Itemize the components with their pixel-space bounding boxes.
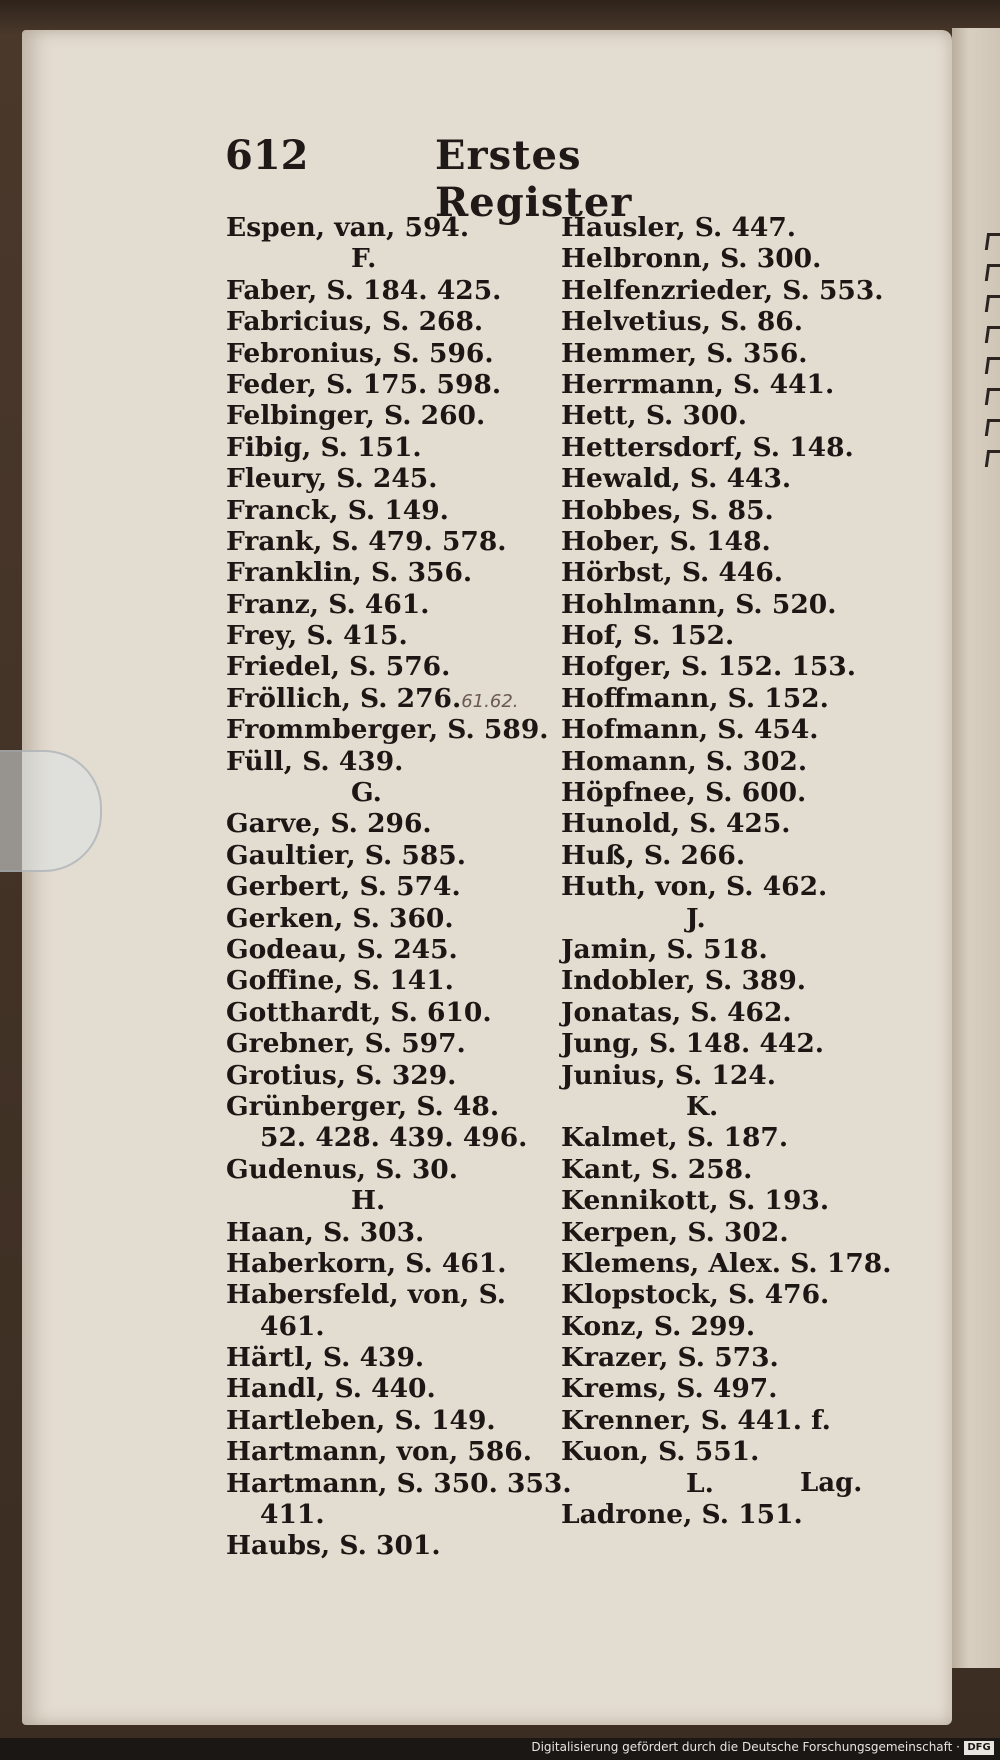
index-entry [226,275,566,306]
entry-text: Krems, S. 497. [561,1373,778,1405]
index-entry [226,1436,566,1467]
entry-text: Felbinger, S. 260. [226,400,486,432]
entry-text: Kuon, S. 551. [561,1436,760,1468]
index-entry [561,338,901,369]
index-entry [561,212,901,243]
index-entry [226,1217,566,1248]
index-entry [226,997,566,1028]
entry-text: Grotius, S. 329. [226,1059,457,1091]
index-entry [226,212,566,243]
index-entry [561,1217,901,1248]
page-number: 612 [225,132,309,179]
section-letter [561,903,901,934]
index-entry [561,651,901,682]
entry-text: G. [351,777,382,809]
entry-text: L. [686,1467,714,1499]
entry-text: Füll, S. 439. [226,745,404,777]
entry-text: Fleury, S. 245. [226,463,438,495]
entry-text: Hofger, S. 152. 153. [561,651,856,683]
index-entry [561,1311,901,1342]
index-entry [226,871,566,902]
entry-text: Feder, S. 175. 598. [226,368,502,400]
index-entry [226,1467,572,1499]
entry-text: 461. [260,1310,325,1342]
entry-text: Hörbst, S. 446. [561,557,784,589]
entry-text: Hausler, S. 447. [561,212,796,243]
entry-text: F. [351,243,377,275]
entry-text: Franz, S. 461. [226,588,430,620]
index-entry [561,1185,901,1216]
index-entry [561,1342,901,1373]
index-entry [561,1373,901,1404]
entry-text: Helfenzrieder, S. 553. [561,274,884,306]
entry-text: J. [686,902,706,934]
catchword: Lag. [800,1468,863,1498]
entry-text: Homann, S. 302. [561,745,808,777]
index-entry [226,683,566,714]
entry-text: Helbronn, S. 300. [561,243,822,275]
section-letter [226,243,566,274]
index-entry [561,1122,901,1153]
entry-text: Helvetius, S. 86. [561,306,803,338]
index-entry [226,1530,566,1561]
entry-text: Fibig, S. 151. [226,431,422,463]
index-entry [226,400,566,431]
entry-text: Härtl, S. 439. [226,1342,425,1374]
index-entry [561,400,901,431]
running-title: Erstes Register [435,132,633,226]
index-entry [226,495,566,526]
entry-text: Hoffmann, S. 152. [561,682,829,714]
index-entry [561,746,901,777]
index-entry [226,746,566,777]
entry-text: Handl, S. 440. [226,1373,436,1405]
index-column-left [226,212,572,1562]
entry-text: Hohlmann, S. 520. [561,588,837,620]
index-entry [226,526,566,557]
entry-text: Herrmann, S. 441. [561,368,835,400]
page-header [220,132,700,226]
entry-text: Kerpen, S. 302. [561,1216,789,1248]
section-letter [226,1185,566,1216]
entry-text: 411. [260,1499,325,1531]
index-entry [561,275,901,306]
entry-text: Krenner, S. 441. f. [561,1404,831,1436]
index-entry [226,1405,566,1436]
entry-text: Goffine, S. 141. [226,965,454,997]
index-entry [226,1122,566,1153]
section-letter [561,1091,901,1122]
index-entry [561,1028,901,1059]
entry-text: Huth, von, S. 462. [561,871,828,903]
index-entry [561,683,901,714]
entry-text: Hobbes, S. 85. [561,494,774,526]
index-entry [561,1154,901,1185]
entry-text: Febronius, S. 596. [226,337,494,369]
entry-text: Klemens, Alex. S. 178. [561,1247,892,1279]
entry-text: Espen, van, 594. [226,212,470,243]
index-entry [561,1436,901,1467]
entry-text: Gudenus, S. 30. [226,1153,458,1185]
entry-text: Junius, S. 124. [561,1059,776,1091]
entry-text: Konz, S. 299. [561,1310,756,1342]
entry-text: Grebner, S. 597. [226,1028,466,1060]
index-entry [226,1311,566,1342]
index-entry [226,1060,566,1091]
index-entry [226,1028,566,1059]
index-entry [561,934,901,965]
index-entry [561,871,901,902]
index-entry [561,1060,901,1091]
index-entry [561,1405,901,1436]
entry-text: Grünberger, S. 48. [226,1090,500,1122]
index-entry [226,369,566,400]
index-entry [561,840,901,871]
entry-text: Hunold, S. 425. [561,808,791,840]
entry-text: Frank, S. 479. 578. [226,525,507,557]
index-entry [561,463,901,494]
entry-text: Garve, S. 296. [226,808,432,840]
entry-text: Frey, S. 415. [226,620,408,652]
entry-text: K. [686,1090,719,1122]
entry-text: Fröllich, S. 276. [226,682,462,714]
entry-text: Friedel, S. 576. [226,651,451,683]
entry-text: Hober, S. 148. [561,525,771,557]
index-entry [226,620,566,651]
index-entry [226,903,566,934]
entry-text: Hettersdorf, S. 148. [561,431,854,463]
index-entry [226,1154,566,1185]
entry-text: Höpfnee, S. 600. [561,777,807,809]
index-entry [226,934,566,965]
entry-text: Kennikott, S. 193. [561,1185,830,1217]
index-entry [561,965,901,996]
index-entry [561,1248,901,1279]
entry-text: Ladrone, S. 151. [561,1499,803,1531]
index-entry [226,463,566,494]
index-entry [226,1342,566,1373]
entry-text: Hofmann, S. 454. [561,714,819,746]
handwritten-note: 61.62. [461,690,519,712]
index-entry [226,1373,566,1404]
index-entry [226,1091,566,1122]
entry-text: Franklin, S. 356. [226,557,473,589]
index-entry [226,1499,566,1530]
index-entry [226,338,566,369]
entry-text: 52. 428. 439. 496. [260,1122,528,1154]
entry-text: Hewald, S. 443. [561,463,792,495]
entry-text: Franck, S. 149. [226,494,449,526]
entry-text: Godeau, S. 245. [226,933,458,965]
entry-text: Hartleben, S. 149. [226,1404,496,1436]
dfg-logo: DFG [964,1741,994,1755]
index-entry [561,997,901,1028]
index-entry [561,1279,901,1310]
index-column-right [561,212,901,1530]
entry-text: Jung, S. 148. 442. [561,1028,825,1060]
entry-text: Hemmer, S. 356. [561,337,808,369]
entry-text: Fabricius, S. 268. [226,306,484,338]
entry-text: Indobler, S. 389. [561,965,806,997]
entry-text: Kalmet, S. 187. [561,1122,789,1154]
entry-text: Jonatas, S. 462. [561,996,792,1028]
index-entry [226,840,566,871]
entry-text: Haubs, S. 301. [226,1530,441,1562]
index-entry [226,589,566,620]
index-entry [561,306,901,337]
entry-text: Haberkorn, S. 461. [226,1247,507,1279]
entry-text: Jamin, S. 518. [561,933,768,965]
entry-text: Gerbert, S. 574. [226,871,461,903]
entry-text: Hartmann, von, 586. [226,1436,532,1468]
entry-text: Hof, S. 152. [561,620,735,652]
index-entry [226,714,566,745]
index-entry [226,432,566,463]
index-entry [561,808,901,839]
index-entry [561,369,901,400]
index-entry [226,965,566,996]
section-letter [226,777,566,808]
index-entry [561,526,901,557]
index-entry [561,589,901,620]
entry-text: Huß, S. 266. [561,839,746,871]
entry-text: Frommberger, S. 589. [226,714,549,746]
index-entry [226,1248,566,1279]
index-entry [226,1279,566,1310]
index-entry [226,557,566,588]
adjacent-page-edge [952,28,1000,1668]
entry-text: Gaultier, S. 585. [226,839,466,871]
entry-text: Kant, S. 258. [561,1153,753,1185]
entry-text: Hartmann, S. 350. 353. [226,1467,572,1499]
entry-text: Krazer, S. 573. [561,1342,779,1374]
index-entry [561,432,901,463]
entry-text: Gotthardt, S. 610. [226,996,492,1028]
index-entry [226,306,566,337]
entry-text: Habersfeld, von, S. [226,1279,506,1311]
index-entry [226,808,566,839]
entry-text: Gerken, S. 360. [226,902,454,934]
index-entry [561,1499,901,1530]
entry-text: Faber, S. 184. 425. [226,274,502,306]
index-entry [561,714,901,745]
index-entry [561,777,901,808]
entry-text: H. [351,1185,386,1217]
digitization-credit: Digitalisierung gefördert durch die Deutsche Forschungsgemeinschaft · [531,1740,960,1754]
index-entry [226,651,566,682]
entry-text: Hett, S. 300. [561,400,748,432]
entry-text: Klopstock, S. 476. [561,1279,830,1311]
entry-text: Haan, S. 303. [226,1216,425,1248]
index-entry [561,557,901,588]
index-entry [561,620,901,651]
index-entry [561,243,901,274]
index-entry [561,495,901,526]
